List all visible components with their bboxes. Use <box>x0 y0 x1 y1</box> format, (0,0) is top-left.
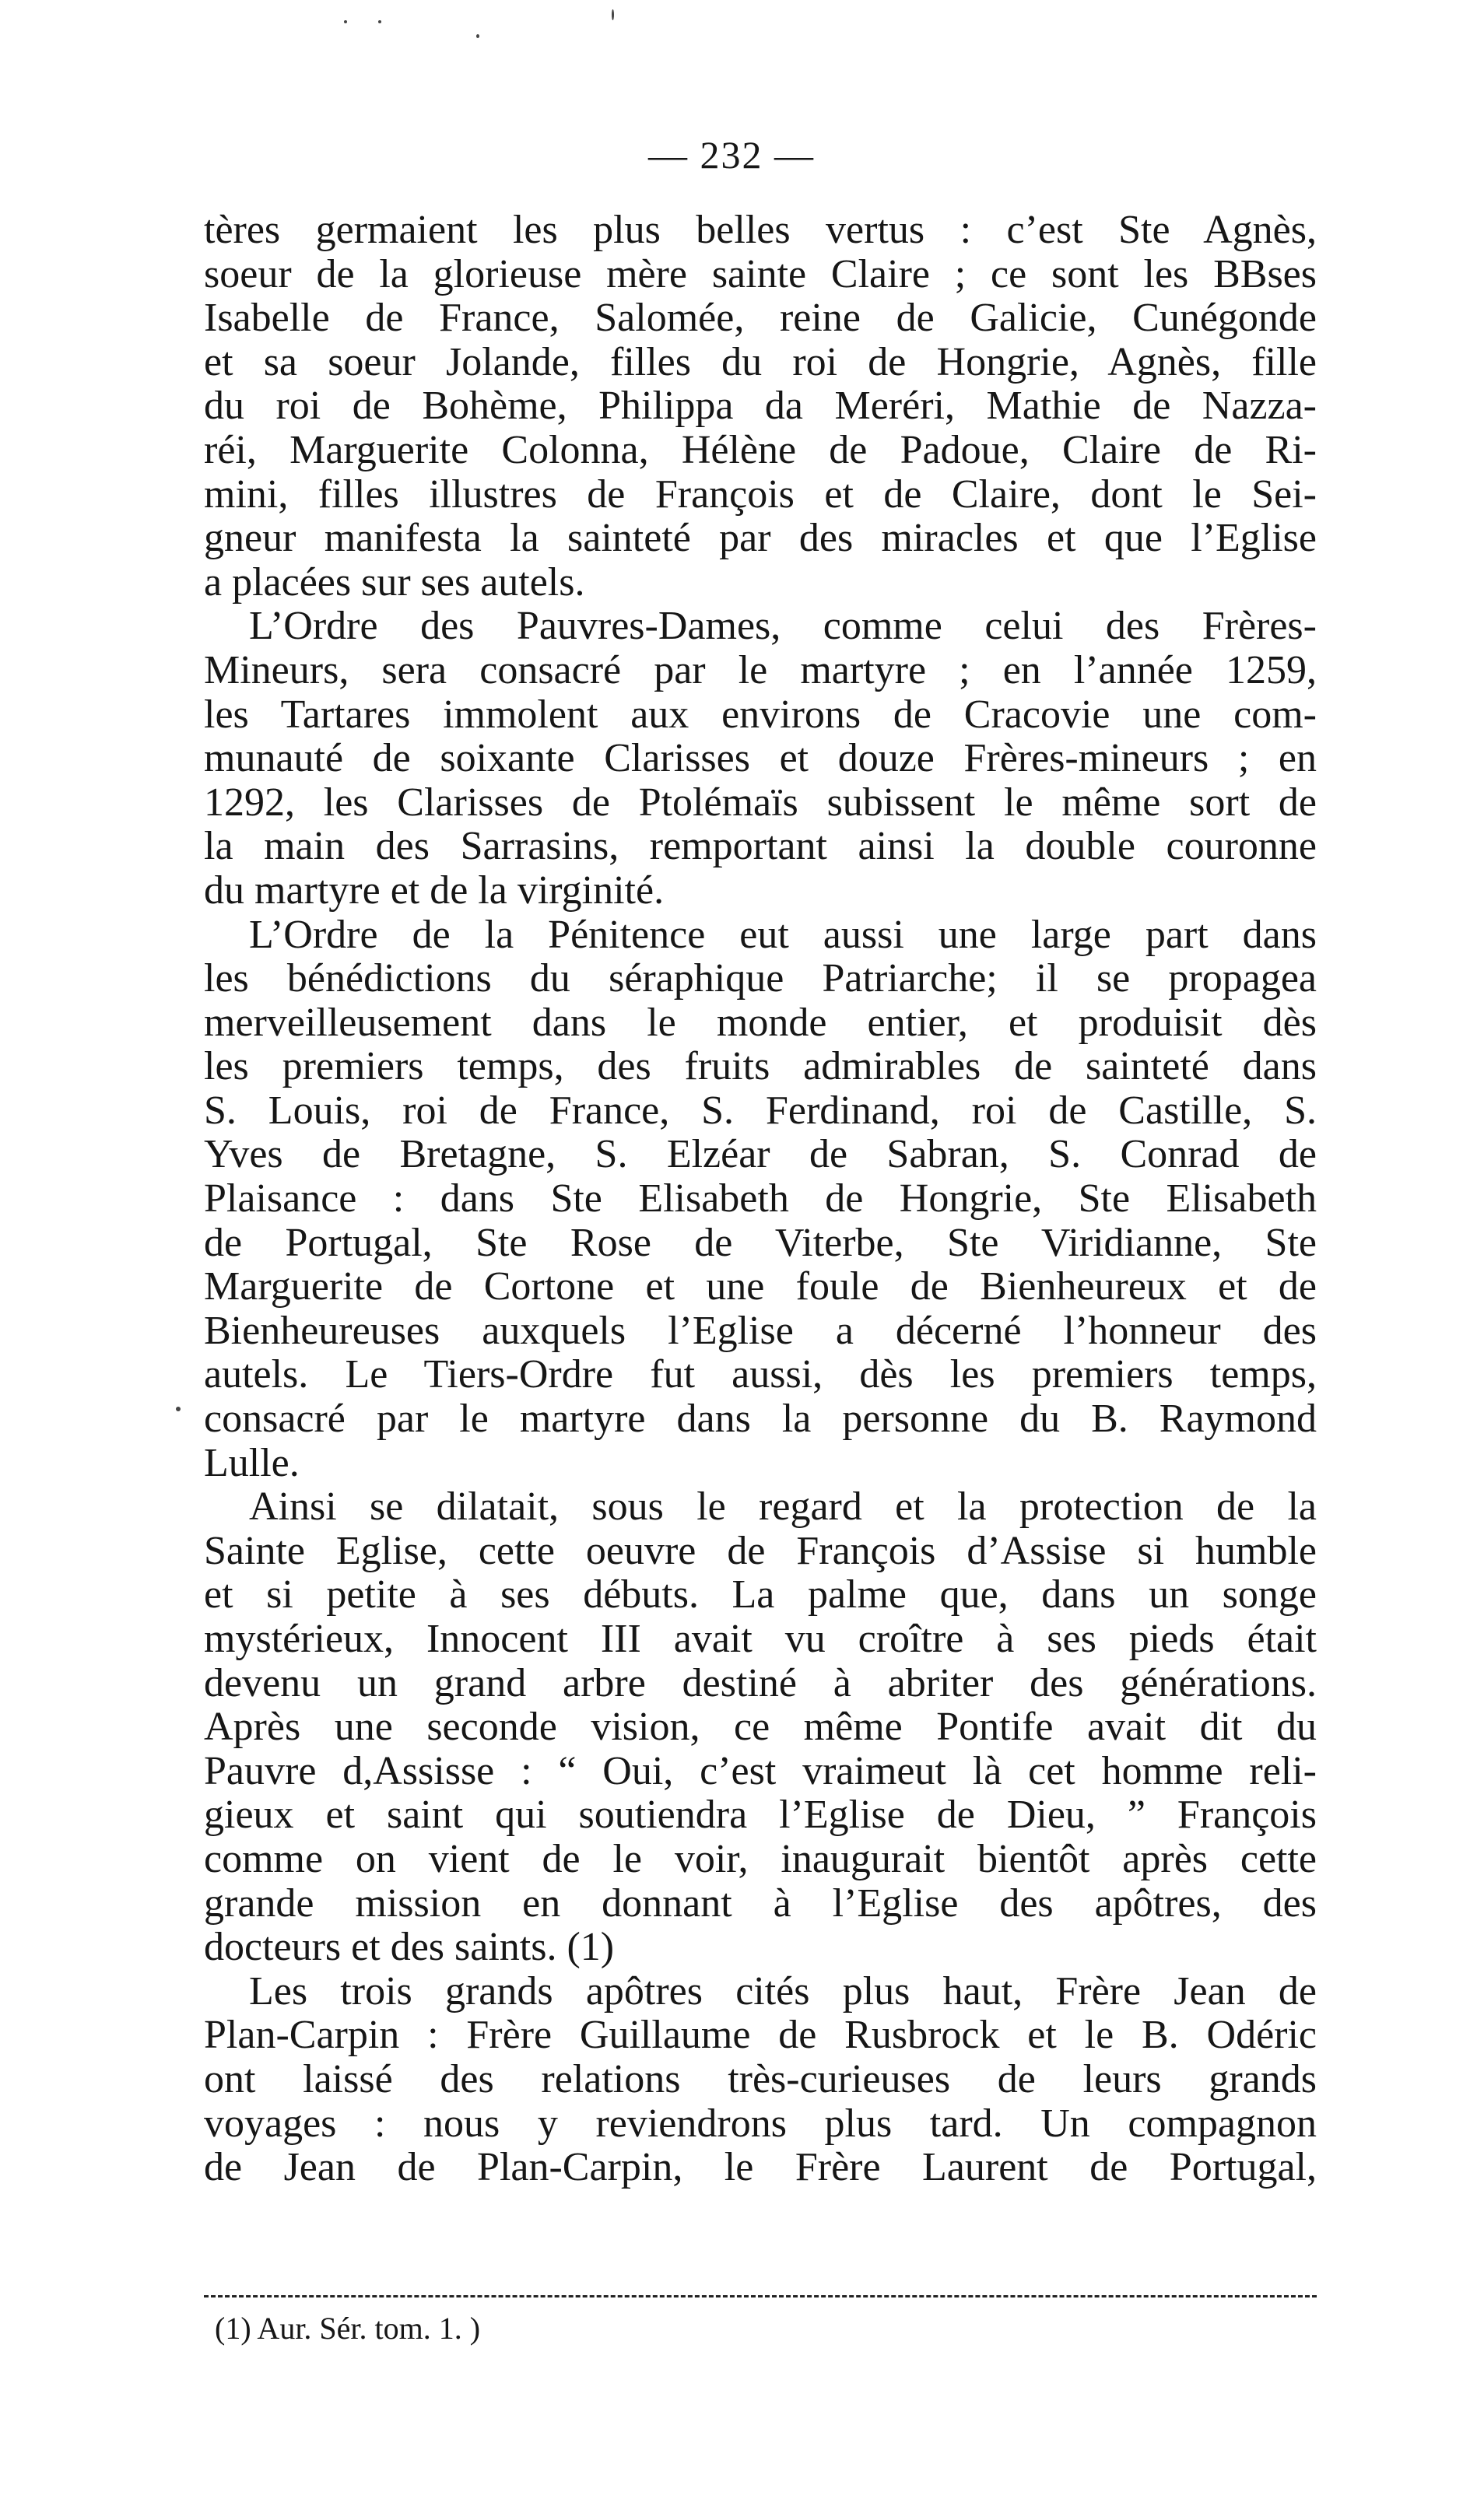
text-line: 1292, les Clarisses de Ptolémaïs subissent le même sort de <box>204 780 1317 825</box>
text-line: voyages : nous y reviendrons plus tard. Un compagnon <box>204 2101 1317 2146</box>
text-line: mini, filles illustres de François et de Claire, dont le Sei- <box>204 471 1317 517</box>
text-line: merveilleusement dans le monde entier, et produisit dès <box>204 1000 1317 1045</box>
text-line: Marguerite de Cortone et une foule de Bienheureux et de <box>204 1264 1317 1309</box>
text-line: Les trois grands apôtres cités plus haut, Frère Jean de <box>249 1968 1317 2014</box>
text-line: Pauvre d,Assisse : “ Oui, c’est vraimeut là cet homme reli- <box>204 1748 1317 1793</box>
text-line: réi, Marguerite Colonna, Hélène de Padoue, Claire de Ri- <box>204 427 1317 472</box>
text-line: a placées sur ses autels. <box>204 559 585 605</box>
text-line: soeur de la glorieuse mère sainte Claire ; ce sont les BBses <box>204 251 1317 296</box>
text-line: Plan-Carpin : Frère Guillaume de Rusbrock et le B. Odéric <box>204 2013 1317 2058</box>
text-line: du martyre et de la virginité. <box>204 867 665 913</box>
text-line: les bénédictions du séraphique Patriarche; il se propagea <box>204 956 1317 1001</box>
text-line: de Jean de Plan-Carpin, le Frère Laurent de Portugal, <box>204 2145 1317 2190</box>
text-line: Lulle. <box>204 1440 300 1485</box>
text-line: Bienheureuses auxquels l’Eglise a décerné l’honneur des <box>204 1308 1317 1353</box>
text-line: les premiers temps, des fruits admirables de sainteté dans <box>204 1044 1317 1089</box>
ink-speck <box>378 20 381 23</box>
text-line: tères germaient les plus belles vertus : c’est Ste Agnès, <box>204 208 1317 252</box>
text-line: Ainsi se dilatait, sous le regard et la protection de la <box>249 1484 1317 1530</box>
ink-speck <box>612 9 614 20</box>
text-line: devenu un grand arbre destiné à abriter des générations. <box>204 1660 1317 1705</box>
text-line: Plaisance : dans Ste Elisabeth de Hongrie, Ste Elisabeth <box>204 1176 1317 1221</box>
text-line: et sa soeur Jolande, filles du roi de Hongrie, Agnès, fille <box>204 339 1317 384</box>
text-line: les Tartares immolent aux environs de Cracovie une com- <box>204 692 1317 737</box>
ink-speck <box>344 20 347 23</box>
text-line: du roi de Bohème, Philippa da Meréri, Mathie de Nazza- <box>204 384 1317 429</box>
text-line: de Portugal, Ste Rose de Viterbe, Ste Viridianne, Ste <box>204 1220 1317 1265</box>
text-line: munauté de soixante Clarisses et douze Frères-mineurs ; en <box>204 736 1317 781</box>
text-line: grande mission en donnant à l’Eglise des apôtres, des <box>204 1880 1317 1926</box>
text-line: docteurs et des saints. (1) <box>204 1925 615 1970</box>
text-line: la main des Sarrasins, remportant ainsi la double couronne <box>204 824 1317 869</box>
page-number: — 232 — <box>648 133 815 177</box>
text-line: Mineurs, sera consacré par le martyre ; en l’année 1259, <box>204 647 1317 692</box>
text-line: consacré par le martyre dans la personne du B. Raymond <box>204 1397 1317 1442</box>
text-line: comme on vient de le voir, inaugurait bientôt après cette <box>204 1836 1317 1881</box>
text-line: Yves de Bretagne, S. Elzéar de Sabran, S. Conrad de <box>204 1132 1317 1177</box>
text-line: Isabelle de France, Salomée, reine de Galicie, Cunégonde <box>204 296 1317 341</box>
text-line: et si petite à ses débuts. La palme que, dans un songe <box>204 1572 1317 1617</box>
text-line: autels. Le Tiers-Ordre fut aussi, dès les premiers temps, <box>204 1352 1317 1397</box>
ink-speck <box>476 34 479 38</box>
footnote-separator <box>204 2295 1317 2297</box>
text-line: S. Louis, roi de France, S. Ferdinand, roi de Castille, S. <box>204 1088 1317 1133</box>
text-line: Sainte Eglise, cette oeuvre de François d’Assise si humble <box>204 1528 1317 1573</box>
text-line: mystérieux, Innocent III avait vu croître à ses pieds était <box>204 1617 1317 1661</box>
body-text <box>204 209 1317 2190</box>
text-line: gneur manifesta la sainteté par des miracles et que l’Eglise <box>204 516 1317 561</box>
text-line: ont laissé des relations très-curieuses de leurs grands <box>204 2056 1317 2101</box>
ink-speck <box>176 1407 181 1411</box>
text-line: gieux et saint qui soutiendra l’Eglise de Dieu, ” François <box>204 1793 1317 1838</box>
footnote: (1) Aur. Sér. tom. 1. ) <box>215 2311 481 2346</box>
text-line: Après une seconde vision, ce même Pontife avait dit du <box>204 1705 1317 1750</box>
text-line: L’Ordre des Pauvres-Dames, comme celui des Frères- <box>249 604 1317 649</box>
text-line: L’Ordre de la Pénitence eut aussi une large part dans <box>249 912 1317 957</box>
